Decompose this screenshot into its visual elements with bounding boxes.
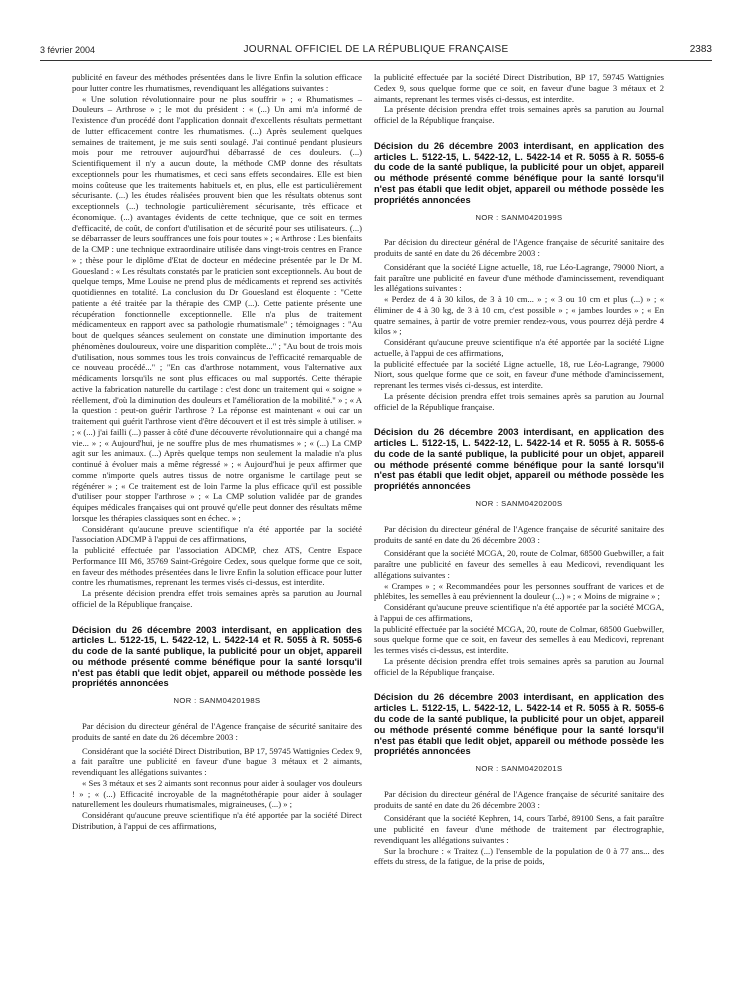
journal-title: JOURNAL OFFICIEL DE LA RÉPUBLIQUE FRANÇAISE [243,44,509,55]
considerant-paragraph: Considérant qu'aucune preuve scientifique n'a été apportée par la société Direct Distribution, à l'appui de ces affirmations, [72,810,362,831]
nor-reference: NOR : SANM0420201S [475,764,563,774]
considerant-paragraph: Considérant qu'aucune preuve scientifique n'a été apportée par la société l'association ADCMP à l'appui de ces affirmations, [72,523,362,545]
considerant-paragraph: Considérant que la société MCGA, 20, route de Colmar, 68500 Guebwiller, a fait paraître une publicité en faveur des semelles à eau Medicovi, revendiquant les allégations suivantes : [374,548,664,580]
decision-intro: Par décision du directeur général de l'Agence française de sécurité sanitaire des produits de santé en date du 26 décembre 2003 : [374,237,664,259]
considerant-paragraph: Considérant qu'aucune preuve scientifique n'a été apportée par la société Ligne actuelle, à l'appui de ces affirmations, [374,337,664,358]
header-rule [40,60,712,61]
considerant-paragraph: Considérant que la société Kephren, 14, cours Tarbé, 89100 Sens, a fait paraître une publicité en faveur d'une méthode de traitement par électrographie, revendiquant les allégations suivantes : [374,813,664,845]
ban-paragraph: la publicité effectuée par la société Direct Distribution, BP 17, 59745 Wattignies Cedex 9, sous quelque forme que ce soit, en faveur d'une bague 3 métaux et 2 aimants, reprenant les termes visés ci-dessus, est interdite. [374,72,664,104]
header-date: 3 février 2004 [40,45,96,55]
decision-intro: Par décision du directeur général de l'Agence française de sécurité sanitaire des produits de santé en date du 26 décembre 2003 : [374,523,664,545]
effect-paragraph: La présente décision prendra effet trois semaines après sa parution au Journal officiel de la République française. [374,104,664,125]
nor-reference: NOR : SANM0420200S [475,499,563,509]
decision-intro: Par décision du directeur général de l'Agence française de sécurité sanitaire des produits de santé en date du 26 décembre 2003 : [72,721,362,742]
decision-title: Décision du 26 décembre 2003 interdisant, en application des articles L. 5122-15, L. 5422-12, L. 5422-14 et R. 5055 à R. 5055-6 du code de la santé publique, la publicité pour un objet, appareil ou méthode présenté comme bénéfique pour la santé lorsqu'il n'est pas établi que ledit objet, appareil ou méthode possède les propriétés annoncées [374,140,664,205]
ban-paragraph: la publicité effectuée par la société Ligne actuelle, 18, rue Léo-Lagrange, 79000 Niort, sous quelque forme que ce soit, en faveur d'une méthode d'amincissement, reprenant les termes visés ci-dessus, est interdite. [374,358,664,391]
nor-reference: NOR : SANM0420198S [173,696,261,706]
considerant-paragraph: Considérant que la société Direct Distribution, BP 17, 59745 Wattignies Cedex 9, a fait paraître une publicité en faveur d'une bague 3 métaux et 2 aimants, revendiquant les allégations suivantes : [72,745,362,778]
intro-paragraph: publicité en faveur des méthodes présentées dans le livre Enfin la solution efficace pour lutter contre les rhumatismes, revendiquant les allégations suivantes : [72,72,362,93]
nor-reference: NOR : SANM0420199S [475,212,563,222]
decision-intro: Par décision du directeur général de l'Agence française de sécurité sanitaire des produits de santé en date du 26 décembre 2003 : [374,788,664,810]
effect-paragraph: La présente décision prendra effet trois semaines après sa parution au Journal officiel de la République française. [72,588,362,609]
page-header [40,44,712,58]
allegations-quote: « Perdez de 4 à 30 kilos, de 3 à 10 cm... » ; « 3 ou 10 cm et plus (...) » ; « éliminer de 4 à 30 kg, de 3 à 10 cm, c'est possible » ; « jambes lourdes » ; « En quatre semaines, à partir de votre premier rendez-vous, vous pourrez déjà perdre 4 kilos » ; [374,294,664,337]
considerant-paragraph: Considérant que la société Ligne actuelle, 18, rue Léo-Lagrange, 79000 Niort, a fait paraître une publicité en faveur d'une méthode d'amincissement, revendiquant les allégations suivantes : [374,261,664,294]
considerant-paragraph: Considérant qu'aucune preuve scientifique n'a été apportée par la société MCGA, à l'appui de ces affirmations, [374,602,664,623]
page-number: 2383 [689,44,712,55]
decision-title: Décision du 26 décembre 2003 interdisant, en application des articles L. 5122-15, L. 5422-12, L. 5422-14 et R. 5055 à R. 5055-6 du code de la santé publique, la publicité pour un objet, appareil ou méthode présenté comme bénéfique pour la santé lorsqu'il n'est pas établi que ledit objet, appareil ou méthode possède les propriétés annoncées [72,624,362,689]
allegations-quote: « Ses 3 métaux et ses 2 aimants sont reconnus pour aider à soulager vos douleurs ! » ; « (...) Efficacité incroyable de la magnétothérapie pour aider à soulager naturellement les douleurs rhumatismales, migraineuses, (...) » ; [72,777,362,810]
effect-paragraph: La présente décision prendra effet trois semaines après sa parution au Journal officiel de la République française. [374,390,664,412]
decision-title: Décision du 26 décembre 2003 interdisant, en application des articles L. 5122-15, L. 5422-12, L. 5422-14 et R. 5055 à R. 5055-6 du code de la santé publique, la publicité pour un objet, appareil ou méthode présenté comme bénéfique pour la santé lorsqu'il n'est pas établi que ledit objet, appareil ou méthode possède les propriétés annoncées [374,427,664,492]
allegations-quote: Sur la brochure : « Traitez (...) l'ensemble de la population de 0 à 77 ans... des effets du stress, de la fatigue, de la prise de poids, [374,845,664,867]
allegations-quote: « Crampes » ; « Recommandées pour les personnes souffrant de varices et de phlébites, les semelles à eau préviennent la douleur (...) » ; « Moins de migraine » ; [374,580,664,602]
allegations-quote: « Une solution révolutionnaire pour ne plus souffrir » ; « Rhumatismes – Douleurs – Arthrose » ; le mot du président : « (...) Un ami m'a informé de l'existence d'un procédé dont l'application donnait d'excellents résultats permettant de lutter efficacement contre les rhumatismes. (...) Après seulement quelques semaines de traitement, je me suis senti soulagé. J'ai continué pendant plusieurs mois pour me retrouver aujourd'hui débarrassé de ces douleurs. (...) Scientifiquement il n'y a aucun doute, la méthode CMP donne des résultats exceptionnels pour les rhumatismes, et ceci sans effets secondaires. Elle est bien moins coûteuse que les traitements habituels et, en plus, elle est particulièrement sécurisante. (...) les études réalisées prouvent bien que les résultats obtenus sont exceptionnels (...) technologie particulièrement sécurisante, très efficace et économique. (...) avantages évidents de cette technique, que ce soit en termes d'efficacité, de coût, de confort d'utilisation et de sécurité pour ses utilisateurs. (...) se débarrasser de leurs souffrances une fois pour toutes » ; « Arthrose : Les bienfaits de la CMP : une technique extraordinaire utilisée dans vingt-trois centres en France » ; thèse pour le diplôme d'Etat de docteur en médecine présentée par le Dr M. Gouesland : « Les résultats constatés par le praticien sont exceptionnels. Au bout de quelque temps, Mme Louise ne prend plus de médicaments et reprend ses activités quotidiennes en totalité. La conclusion du Dr Gouesland est éloquente : "Cette patiente a été traitée par la thérapie des CMP (...). Cette patiente présente une récupération fonctionnelle exceptionnelle. Elle n'a plus de traitement médicamenteux en rapport avec sa pathologie rhumatismale" ; témoignages : "Au bout de quelques séances seulement on constate une diminution importante des phénomènes douloureux, voire une disparition complète..." ; "Au bout de trois mois d'utilisation, nous sommes tous les trois convaincus de l'efficacité remarquable de ce nouveau procédé..." ; "En cas d'arthrose notamment, vous l'alternative aux médicaments lorsqu'ils ne sont plus efficaces ou mal supportés. Cette thérapie active la fabrication naturelle du cartilage : c'est donc un traitement qui « soigne » réellement, d'où la diminution des douleurs et l'amélioration de la mobilité." » ; « A la question : peut-on guérir l'arthrose ? La réponse est maintenant « oui car un traitement qui guérit l'arthrose vient d'être découvert et il est très simple à utiliser. » ; « (...) j'ai failli (...) passer à côté d'une découverte révolutionnaire qui a changé ma vie... » ; « Aujourd'hui, je ne souffre plus de mes rhumatismes » ; « (...) La CMP agit sur les animaux. (...) Après quelque temps non seulement la maladie n'a plus continué à évoluer mais a même régressé » ; « Aujourd'hui je peux affirmer que comme n'importe quels autres tissus de notre organisme le cartilage peut se régénérer » ; « Ce traitement est de loin l'arme la plus efficace qu'il est possible d'utiliser pour stopper l'arthrose » ; « La CMP solution validée par de grandes équipes médicales françaises qui ont prouvé qu'elle peut donner des résultats même lorsque les thérapies classiques sont en échec. » ; [72,93,362,523]
decision-title: Décision du 26 décembre 2003 interdisant, en application des articles L. 5122-15, L. 5422-12, L. 5422-14 et R. 5055 à R. 5055-6 du code de la santé publique, la publicité pour un objet, appareil ou méthode présenté comme bénéfique pour la santé lorsqu'il n'est pas établi que ledit objet, appareil ou méthode possède les propriétés annoncées [374,692,664,757]
left-column [72,72,362,984]
right-column [374,72,664,984]
ban-paragraph: la publicité effectuée par la société MCGA, 20, route de Colmar, 68500 Guebwiller, sous quelque forme que ce soit, en faveur des semelles à eau Medicovi, reprenant les termes visés ci-dessus, est interdite. [374,623,664,656]
ban-paragraph: la publicité effectuée par l'association ADCMP, chez ATS, Centre Espace Performance III M6, 35769 Saint-Grégoire Cedex, sous quelque forme que ce soit, en faveur des méthodes présentées dans le livre Enfin la solution efficace pour lutter contre les rhumatismes, reprenant les termes visés ci-dessus, est interdite. [72,545,362,588]
effect-paragraph: La présente décision prendra effet trois semaines après sa parution au Journal officiel de la République française. [374,655,664,677]
